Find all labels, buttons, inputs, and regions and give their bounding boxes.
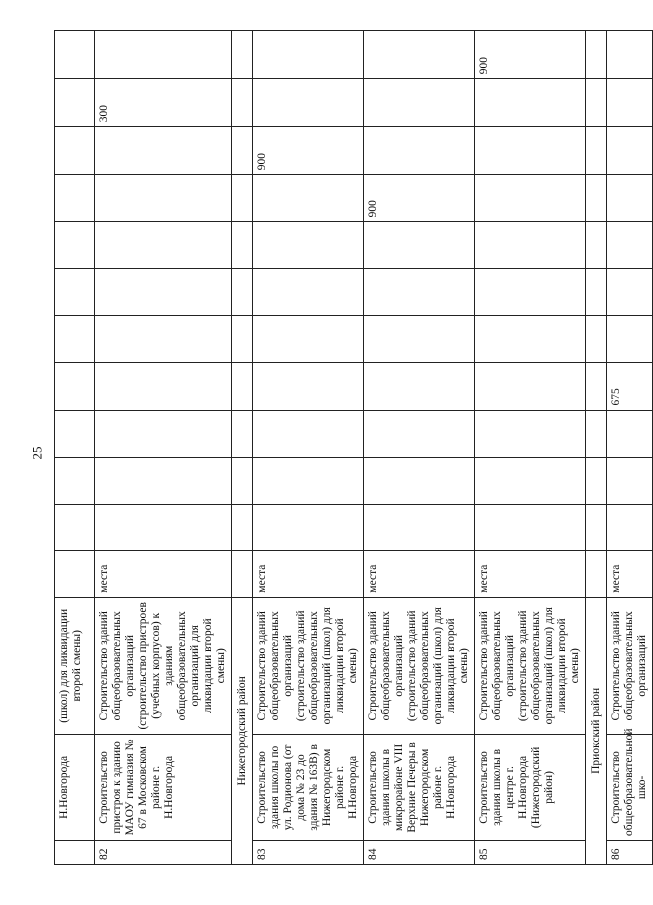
table-cell xyxy=(55,127,95,175)
table-cell xyxy=(95,269,232,316)
table-cell xyxy=(586,410,607,457)
table-cell xyxy=(364,127,475,175)
object-type: Строительство зданий общеобразовательных организаций xyxy=(607,597,653,734)
table-cell xyxy=(364,504,475,550)
table-cell xyxy=(475,222,586,269)
table-cell xyxy=(232,127,253,175)
table-row xyxy=(95,31,232,865)
table-row xyxy=(586,31,607,865)
table-cell xyxy=(253,175,364,222)
table-cell xyxy=(232,222,253,269)
table-cell xyxy=(475,269,586,316)
table-cell xyxy=(55,175,95,222)
value-cell: 900 xyxy=(475,31,586,79)
table-cell xyxy=(95,31,232,79)
table-cell xyxy=(95,316,232,363)
object-type: Строительство зданий общеобразовательных организаций (строительство зданий общеобразовательных организаций (школ) для ликвидации второй смены) xyxy=(364,597,475,734)
object-type: Строительство зданий общеобразовательных организаций (строительство пристроев (учебных корпусов) к зданиям общеобразовательных организаций для ликвидации второй смены) xyxy=(95,597,232,734)
table-cell xyxy=(253,457,364,504)
table-cell xyxy=(55,269,95,316)
page-number: 25 xyxy=(29,446,45,460)
table-row xyxy=(55,31,95,865)
object-name: Строительство общеобразовательной шко- xyxy=(607,734,653,840)
row-number: 83 xyxy=(253,840,364,864)
table-cell xyxy=(475,363,586,410)
table-row xyxy=(475,31,586,865)
district-heading: Приокский район xyxy=(586,597,607,864)
table-cell xyxy=(55,79,95,127)
table-cell xyxy=(232,363,253,410)
object-name: Строительство здания школы в центре г. Н.Новгорода (Нижегородский район) xyxy=(475,734,586,840)
table-cell: (школ) для ликвидации второй смены) xyxy=(55,597,95,734)
table-row xyxy=(253,31,364,865)
table-cell xyxy=(232,31,253,79)
unit: места xyxy=(95,550,232,597)
table-cell xyxy=(364,410,475,457)
table-cell xyxy=(607,410,653,457)
table-cell xyxy=(55,222,95,269)
value-cell: 300 xyxy=(95,79,232,127)
table-cell xyxy=(607,457,653,504)
table-cell xyxy=(364,316,475,363)
object-name: Строительство здания школы в микрорайоне VIII Верхние Печеры в Нижегородском районе г. Н.Новгорода xyxy=(364,734,475,840)
row-number: 85 xyxy=(475,840,586,864)
object-type: Строительство зданий общеобразовательных организаций (строительство зданий общеобразовательных организаций (школ) для ликвидации второй смены) xyxy=(253,597,364,734)
district-heading: Нижегородский район xyxy=(232,597,253,864)
table-row xyxy=(232,31,253,865)
table-cell xyxy=(475,79,586,127)
row-number: 82 xyxy=(95,840,232,864)
table-cell xyxy=(475,316,586,363)
table-cell xyxy=(586,79,607,127)
value-cell: 900 xyxy=(364,175,475,222)
table-cell xyxy=(232,175,253,222)
table-cell xyxy=(586,316,607,363)
object-name: Строительство здания школы по ул. Родионова (от дома № 23 до здания № 163В) в Нижегородском районе г. Н.Новгорода xyxy=(253,734,364,840)
table-cell xyxy=(55,410,95,457)
unit: места xyxy=(475,550,586,597)
row-number: 86 xyxy=(607,840,653,864)
table-cell xyxy=(95,222,232,269)
table-cell xyxy=(232,504,253,550)
table-cell xyxy=(364,457,475,504)
table-cell xyxy=(232,269,253,316)
row-number: 84 xyxy=(364,840,475,864)
table-cell xyxy=(607,31,653,79)
rotated-table-container xyxy=(54,30,648,865)
table-cell xyxy=(95,363,232,410)
table-cell xyxy=(364,222,475,269)
table-cell xyxy=(95,410,232,457)
table-cell xyxy=(55,31,95,79)
table-cell xyxy=(607,127,653,175)
table-cell xyxy=(55,840,95,864)
value-cell: 675 xyxy=(607,363,653,410)
table-cell xyxy=(607,79,653,127)
unit: места xyxy=(607,550,653,597)
table-cell xyxy=(232,550,253,597)
table-cell xyxy=(607,504,653,550)
table-cell xyxy=(586,550,607,597)
table-cell xyxy=(95,127,232,175)
unit: места xyxy=(364,550,475,597)
table-cell xyxy=(253,269,364,316)
value-cell: 900 xyxy=(253,127,364,175)
table-cell xyxy=(253,79,364,127)
table-cell xyxy=(475,504,586,550)
table-cell xyxy=(586,31,607,79)
table-cell xyxy=(232,316,253,363)
unit: места xyxy=(253,550,364,597)
table-cell xyxy=(232,410,253,457)
table-row xyxy=(364,31,475,865)
object-name: Строительство пристроя к зданию МАОУ гимназия № 67 в Московском районе г. Н.Новгорода xyxy=(95,734,232,840)
table-cell xyxy=(586,127,607,175)
table-cell xyxy=(253,363,364,410)
table-cell xyxy=(364,363,475,410)
table-cell xyxy=(95,504,232,550)
table-cell xyxy=(253,316,364,363)
table-cell xyxy=(55,504,95,550)
table-cell xyxy=(586,363,607,410)
table-cell xyxy=(55,550,95,597)
table-cell xyxy=(232,457,253,504)
table-cell xyxy=(475,457,586,504)
table-cell xyxy=(607,222,653,269)
table-cell xyxy=(232,79,253,127)
table-cell xyxy=(364,79,475,127)
table-cell: Н.Новгорода xyxy=(55,734,95,840)
table-cell xyxy=(475,410,586,457)
table-cell xyxy=(475,175,586,222)
table-cell xyxy=(95,175,232,222)
table-cell xyxy=(55,316,95,363)
table-cell xyxy=(253,410,364,457)
table-row xyxy=(607,31,653,865)
table-cell xyxy=(55,363,95,410)
table-cell xyxy=(253,504,364,550)
table-cell xyxy=(55,457,95,504)
table-cell xyxy=(586,222,607,269)
table-cell xyxy=(253,222,364,269)
table-cell xyxy=(364,31,475,79)
table-cell xyxy=(586,269,607,316)
table-cell xyxy=(475,127,586,175)
table-cell xyxy=(95,457,232,504)
table-cell xyxy=(586,457,607,504)
table-cell xyxy=(586,504,607,550)
table-cell xyxy=(253,31,364,79)
table-cell xyxy=(364,269,475,316)
table-cell xyxy=(586,175,607,222)
object-type: Строительство зданий общеобразовательных организаций (строительство зданий общеобразовательных организаций (школ) для ликвидации второй смены) xyxy=(475,597,586,734)
table-cell xyxy=(607,316,653,363)
table-cell xyxy=(607,269,653,316)
table-cell xyxy=(607,175,653,222)
investment-objects-table xyxy=(54,30,653,865)
